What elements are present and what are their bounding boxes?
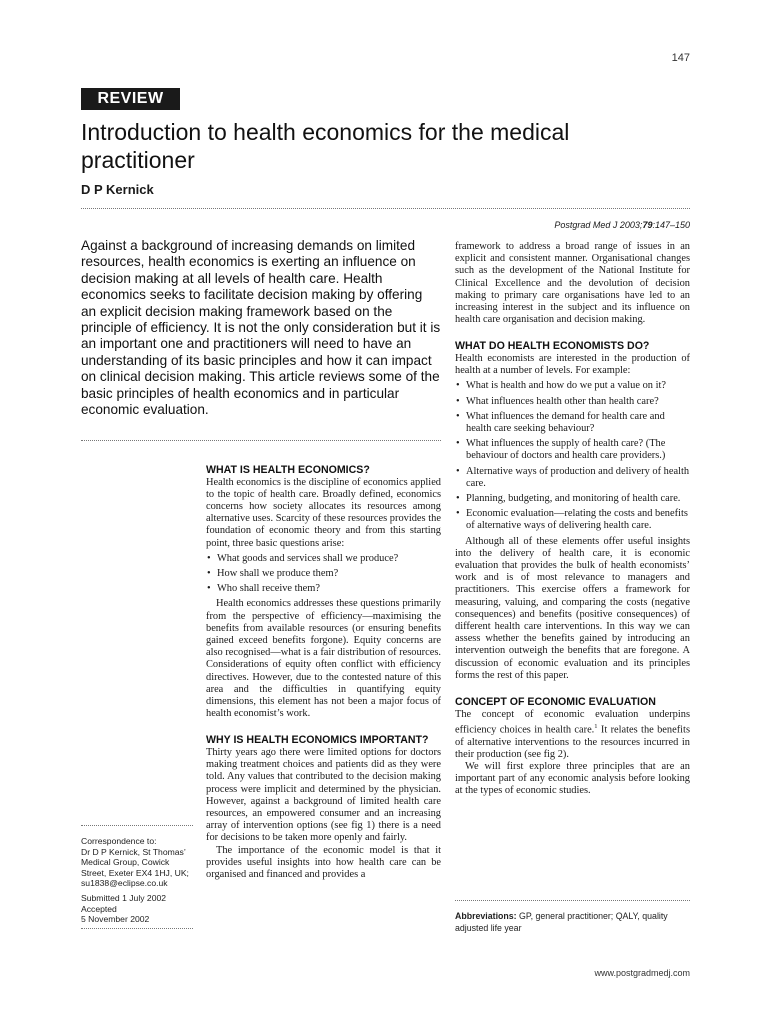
list-item: • What is health and how do we put a value on it? [455, 380, 690, 392]
paragraph: Although all of these elements offer useful insights into the delivery of health care, it is economic evaluation that provides the bulk of health economists’ work and is of most relevance to managers and practitioners. This exercise offers a framework for measuring, valuing, and comparing the costs (negative consequences) and benefits (positive consequences) of different health care interventions. In this way we can assess whether the benefits gained by introducing an intervention outweigh the benefits that are foregone. A discussion of economic evaluation and its principles forms the rest of this paper. [455, 535, 690, 681]
heading-what-is-health-economics: WHAT IS HEALTH ECONOMICS? [206, 464, 370, 476]
text-run: The concept of economic evaluation underpins efficiency choices in health care. [455, 708, 690, 736]
text-run: It relates the benefits of alternative interventions to the resources incurred in their production (see fig 2). [455, 724, 690, 760]
submission-dates [81, 893, 193, 925]
accepted-label: Accepted [81, 903, 117, 914]
correspondence-block [81, 836, 193, 889]
correspondence-line: Street, Exeter EX4 1HJ, UK; [81, 867, 189, 878]
list-item: • Economic evaluation—relating the costs and benefits of alternative ways of delivering health care. [455, 508, 690, 532]
correspondence-line: Dr D P Kernick, St Thomas’ [81, 846, 186, 857]
correspondence-line: Medical Group, Cowick [81, 857, 170, 868]
reference-marker: 1 [594, 722, 598, 730]
paragraph: Thirty years ago there were limited options for doctors making treatment choices and patients did as they were told. Any values that contributed to the decision making process were implicit and determined by the physician. However, against a background of limited health care resources, an empowered consumer and an increasing array of intervention options (see fig 1) there is a need for decisions to be taken more openly and fairly. [206, 747, 441, 844]
paragraph: We will first explore three principles that are an important part of any economic analysis before looking at the types of economic studies. [455, 760, 690, 797]
list-item: • What influences health other than health care? [455, 396, 690, 408]
paragraph: Health economics addresses these questions primarily from the perspective of efficiency—maximising the benefits from available resources (or ensuring benefits gained exceed benefits forgone). Equity concerns are also recognised—what is a fair distribution of resources. Considerations of equity often conflict with efficiency directives. However, due to the contested nature of this area and the difficulties in quantifying equity dimensions, this element has not been a major focus of health economist’s work. [206, 598, 441, 720]
submitted-date: Submitted 1 July 2002 [81, 893, 167, 903]
correspondence-line: Correspondence to: [81, 836, 157, 846]
paragraph [455, 709, 690, 761]
list-item: • What influences the supply of health care? (The behaviour of doctors and health care providers.) [455, 438, 690, 462]
paragraph: The importance of the economic model is that it provides useful insights into how health care can be organised and financed and provides a [206, 844, 441, 881]
citation-journal: Postgrad Med J [554, 220, 618, 230]
citation-volume: 79 [642, 220, 653, 230]
list-item: • What influences the demand for health care and health care seeking behaviour? [455, 411, 690, 435]
abbreviations-note [455, 911, 690, 934]
paragraph: Health economics is the discipline of economics applied to the topic of health care. Broadly defined, economics concerns how society allocates its resources among alternative uses. Scarcity of these resources provides the foundation of economic theory and from this starting point, three basic questions arise: [206, 476, 441, 549]
page-number: 147 [671, 52, 690, 64]
sidebar-divider-bottom [81, 928, 193, 929]
article-title: Introduction to health economics for the medical practitioner [81, 119, 570, 173]
abstract-divider [81, 440, 441, 441]
citation-year: 2003; [619, 220, 643, 230]
abbreviations-text: GP, general practitioner; QALY, quality adjusted life year [455, 911, 668, 933]
paragraph: Health economists are interested in the production of health at a number of levels. For example: [455, 353, 690, 377]
citation-pages: :147–150 [652, 220, 690, 230]
sidebar-divider-top [81, 825, 193, 826]
journal-citation [554, 220, 690, 230]
heading-concept-of-economic-evaluation: CONCEPT OF ECONOMIC EVALUATION [455, 696, 656, 709]
author-name: D P Kernick [81, 182, 154, 197]
correspondence-email[interactable]: su1838@eclipse.co.uk [81, 878, 168, 889]
bullet-list [206, 553, 441, 596]
heading-why-is-health-economics-important: WHY IS HEALTH ECONOMICS IMPORTANT? [206, 734, 429, 747]
abbreviations-label: Abbreviations: [455, 911, 517, 921]
list-item: • How shall we produce them? [206, 568, 441, 580]
list-item: • Planning, budgeting, and monitoring of health care. [455, 493, 690, 505]
abstract: Against a background of increasing demands on limited resources, health economics is exerting an influence on decision making at all levels of health care. Health economics seeks to facilitate decision making by offering an explicit decision making framework based on the principle of efficiency. It is not the only consideration but it is an important one and practitioners will need to have an understanding of its basic principles and how it can impact on clinical decision making. This article reviews some of the basic principles of health economics and in particular economic evaluation. [81, 238, 441, 418]
right-column [455, 241, 690, 798]
bullet-list [455, 380, 690, 532]
abbreviations-divider [455, 900, 690, 901]
paragraph: framework to address a broad range of issues in an explicit and consistent manner. Organisational changes such as the development of the National Institute for Clinical Excellence and the devolution of decision making to primary care organisations have led to an increasing interest in the subject and its influence on health care organisation and decision making. [455, 241, 690, 326]
section-label: REVIEW [81, 88, 180, 110]
middle-column [206, 464, 441, 881]
list-item: • Alternative ways of production and delivery of health care. [455, 466, 690, 490]
list-item: • Who shall receive them? [206, 583, 441, 595]
heading-what-do-health-economists-do: WHAT DO HEALTH ECONOMISTS DO? [455, 340, 650, 353]
journal-url-link[interactable]: www.postgradmedj.com [594, 968, 690, 978]
accepted-date: 5 November 2002 [81, 914, 150, 925]
header-divider [81, 208, 690, 209]
list-item: • What goods and services shall we produce? [206, 553, 441, 565]
